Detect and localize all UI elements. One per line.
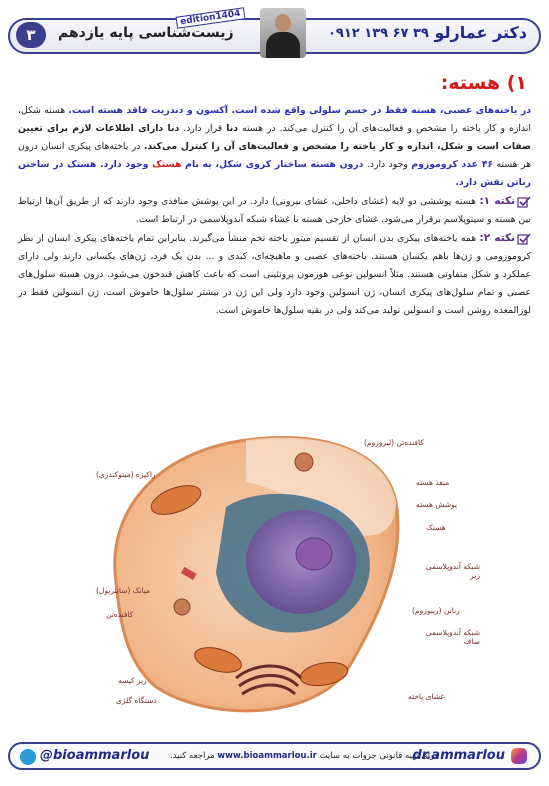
footer-note-suffix: مراجعه کنید. [170,751,215,761]
intro-highlight: در یاخته‌های عصبی، هسته فقط در جسم سلولی واقع شده است. آکسون و دندریت فاقد هسته است. [68,105,531,116]
lysosome-shape [295,453,313,471]
label-centriole: میانک (سانتریول) [96,586,151,595]
label-lysosome: کافنده‌تن (لیزوزوم) [364,438,424,447]
text-run: در یاخته‌های پیکری انسان درون هر هسته [18,141,531,170]
lysosome-shape [174,599,190,615]
note-2 [18,229,531,320]
edition-badge: edition1404 [175,7,245,28]
telegram-handle[interactable]: @bioammarlou [40,748,150,763]
label-vesicle: ریز کیسه [118,676,147,685]
telegram-icon[interactable] [20,749,36,765]
label-golgi: دستگاه گلژی [116,696,157,705]
main-content [18,102,531,320]
label-smooth-er: شبکه آندوپلاسمی صاف [425,628,480,646]
page-footer [8,742,541,770]
nucleolus-role: وجود دارد. هستک در ساختن رناتن نقش دارد. [18,159,531,188]
footer-note [170,751,437,761]
instagram-icon[interactable] [511,748,527,764]
chromosome-count: ۴۶ عدد کروموزوم [411,159,494,170]
note-1 [18,192,531,229]
intro-paragraph [18,102,531,192]
label-rough-er: شبکه آندوپلاسمی زبر [425,562,480,580]
page-header [8,8,541,60]
label-lysosome-2: کافنده‌تن [106,610,134,619]
nucleolus-term: هستک [152,159,182,170]
instagram-handle[interactable]: dr.ammarlou [412,748,505,763]
phone-number: ۰۹۱۲ ۱۳۹ ۶۷ ۳۹ [328,26,429,41]
section-title: ۱) هسته: [440,72,527,94]
site-link[interactable]: www.bioammarlou.ir [217,751,317,761]
animal-cell-figure [96,422,524,717]
text-run: وجود دارد. [363,159,412,170]
label-nuclear-pore: منفذ هسته [416,478,450,487]
subject-title: زیست‌شناسی پایه یازدهم [58,25,234,41]
text-run: قرار دارد. [179,123,227,134]
label-nuclear-envelope: پوشش هسته [416,500,458,509]
note-2-label: نکته ۲: [479,232,516,244]
label-ribosome: رناتن (ریبوزوم) [412,606,460,615]
author-name: دکتر عمارلو [434,23,527,42]
label-membrane: غشای یاخته [408,692,445,701]
label-nucleolus: هستک [426,523,446,532]
note-2-text: همه یاخته‌های پیکری بدن انسان از تقسیم میتوز یاخته تخم منشأ می‌گیرند. بنابراین تمام یاخته‌های پیکری انسان از نظر کروموزومی و ژن‌ها باهم یکسان هستند. یاخته‌های عصبی و ماهیچه‌ای، کبدی و ... بدن یک فرد، ژن‌های یکسانی دارند ولی دارای عملکرد و شکل متفاوتی هستند. مثلاً انسولین نوعی هورمون پروتئینی است که باعث کاهش قندخون می‌شود. درون هسته سلول‌های عصبی و تمام سلول‌های پیکری انسان، ژن انسولین وجود دارد ولی این ژن در بیشتر سلول‌ها خاموش است، ژن انسولین فقط در لوزالمعده روشن است و انسولین تولید می‌کند ولی در بقیه سلول‌ها خاموش است. [18,233,531,316]
nucleolus-shape [296,538,332,570]
dna-term: دنا [226,123,238,134]
label-mitochondria: راکیزه (میتوکندری) [96,470,156,479]
avatar-head [275,14,291,32]
checkmark-icon [517,196,531,208]
author-avatar [260,8,306,58]
nucleolus-intro: درون هسته ساختار کروی شکل، به نام [181,159,364,170]
note-1-label: نکته ۱: [479,195,516,207]
dna-function: دنا دارای اطلاعات لازم برای تعیین صفات است و شکل، اندازه و کار یاخته را مشخص و فعالیت‌های آن را کنترل می‌کند. [18,123,531,152]
text-run: هسته شکل، اندازه و کار یاخته را مشخص و فعالیت‌های آن را کنترل می‌کند. در هسته [18,105,531,134]
page-number: ۳ [16,22,46,48]
note-1-text: هسته پوششی دو لایه (غشای داخلی، غشای بیرونی) دارد. در این پوشش منافذی وجود دارند که از طریق آن‌ها ارتباط بین هسته و سیتوپلاسم برقرار می‌شود. غشای خارجی هسته با غشاء شبکه آندوپلاسمی در ارتباط است. [18,196,531,225]
footer-note-prefix: برای تهیه قانونی جزوات به سایت [319,751,438,761]
checkmark-icon [517,233,531,245]
avatar-body [266,32,300,58]
